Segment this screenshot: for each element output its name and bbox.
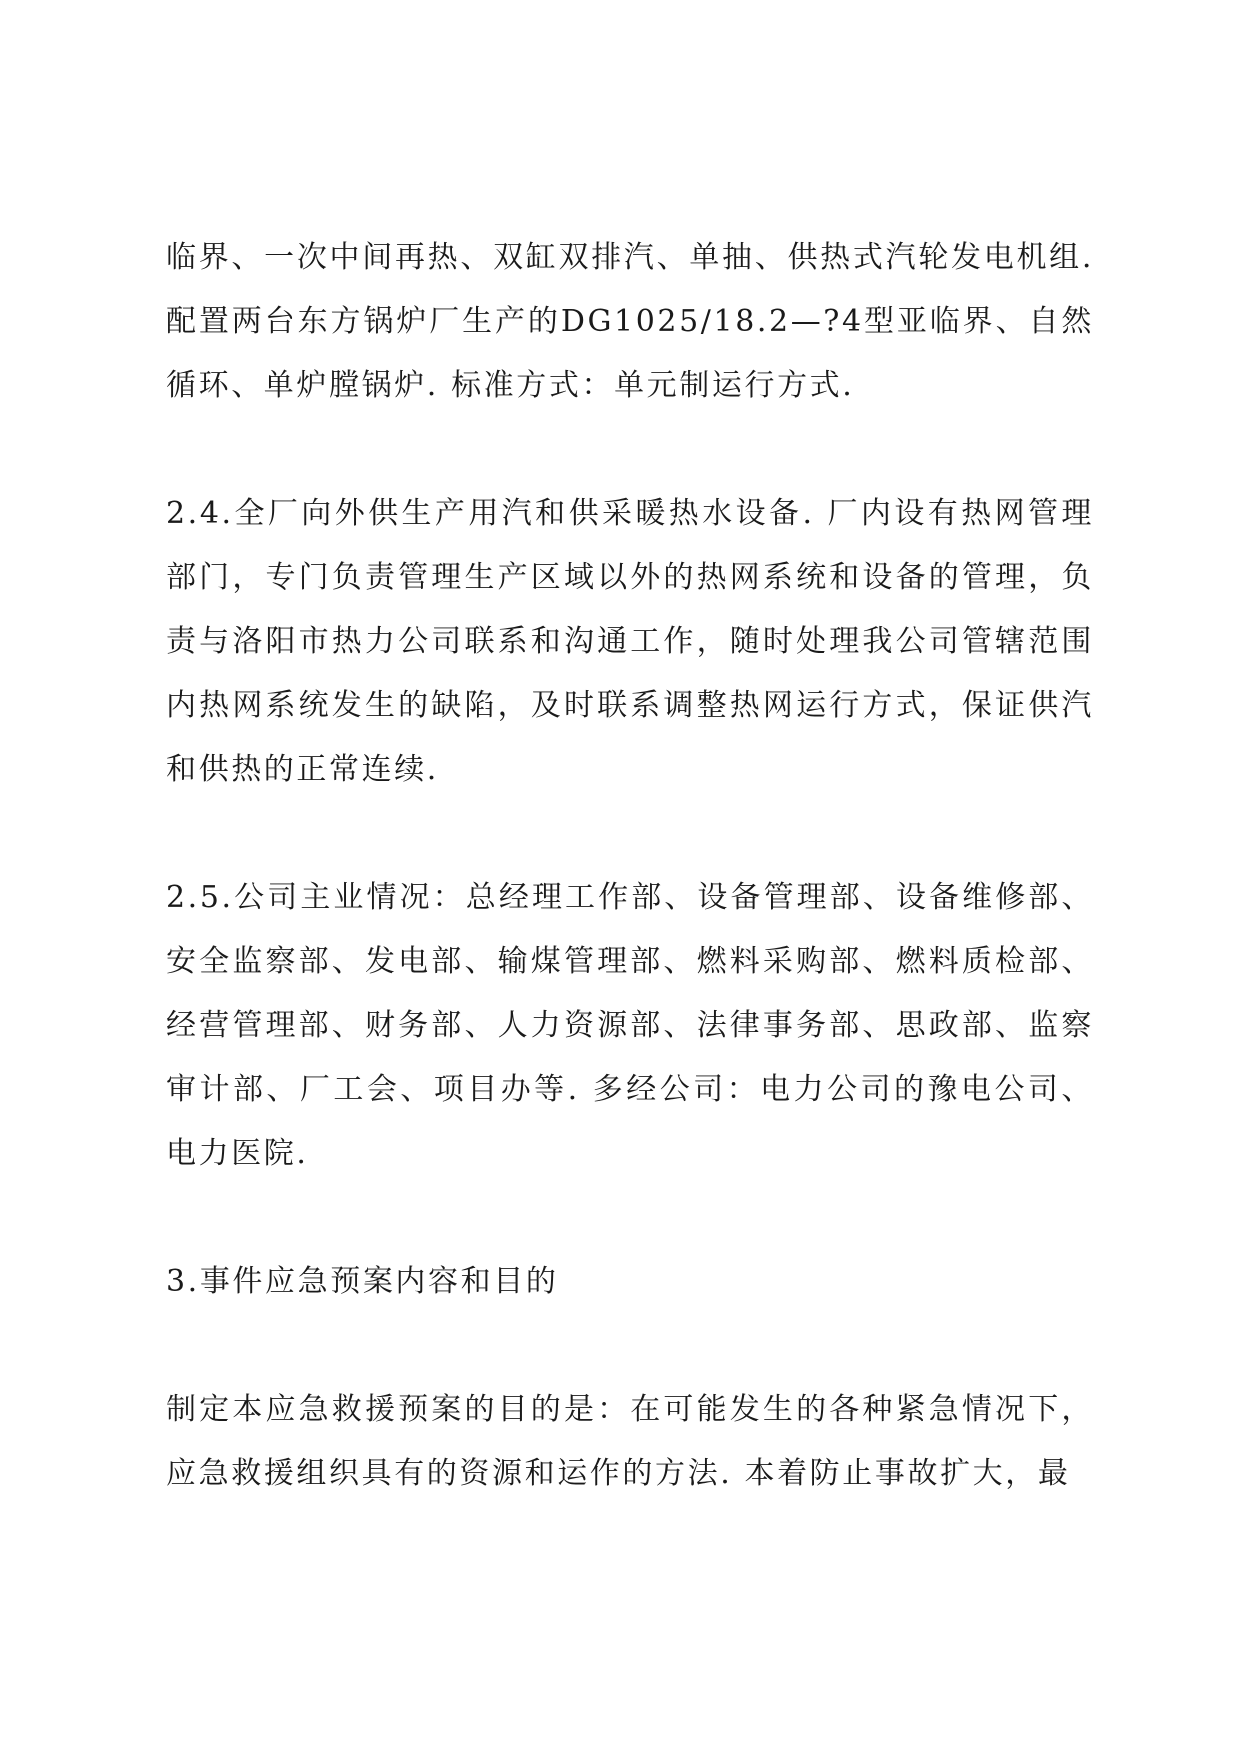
document-body: [166, 226, 1094, 1506]
paragraph-company-departments: 2.5.公司主业情况：总经理工作部、设备管理部、设备维修部、安全监察部、发电部、输煤管理部、燃料采购部、燃料质检部、经营管理部、财务部、人力资源部、法律事务部、思政部、监察审计部、厂工会、项目办等. 多经公司：电力公司的豫电公司、电力医院.: [166, 880, 1094, 1171]
paragraph-boiler-configuration: 临界、一次中间再热、双缸双排汽、单抽、供热式汽轮发电机组. 配置两台东方锅炉厂生产的DG1025/18.2—?4型亚临界、自然循环、单炉膛锅炉. 标准方式：单元制运行方式.: [166, 240, 1094, 403]
paragraph-gap: [166, 802, 1094, 866]
paragraph-gap: [166, 1186, 1094, 1250]
section-heading: 3.事件应急预案内容和目的: [166, 1264, 559, 1299]
paragraph-gap: [166, 1314, 1094, 1378]
paragraph-plan-purpose: 制定本应急救援预案的目的是：在可能发生的各种紧急情况下，应急救援组织具有的资源和运作的方法. 本着防止事故扩大，最: [166, 1392, 1094, 1491]
paragraph-heating-network: 2.4.全厂向外供生产用汽和供采暖热水设备. 厂内设有热网管理部门，专门负责管理生产区域以外的热网系统和设备的管理，负责与洛阳市热力公司联系和沟通工作，随时处理我公司管辖范围内热网系统发生的缺陷，及时联系调整热网运行方式，保证供汽和供热的正常连续.: [166, 496, 1094, 787]
paragraph-gap: [166, 418, 1094, 482]
